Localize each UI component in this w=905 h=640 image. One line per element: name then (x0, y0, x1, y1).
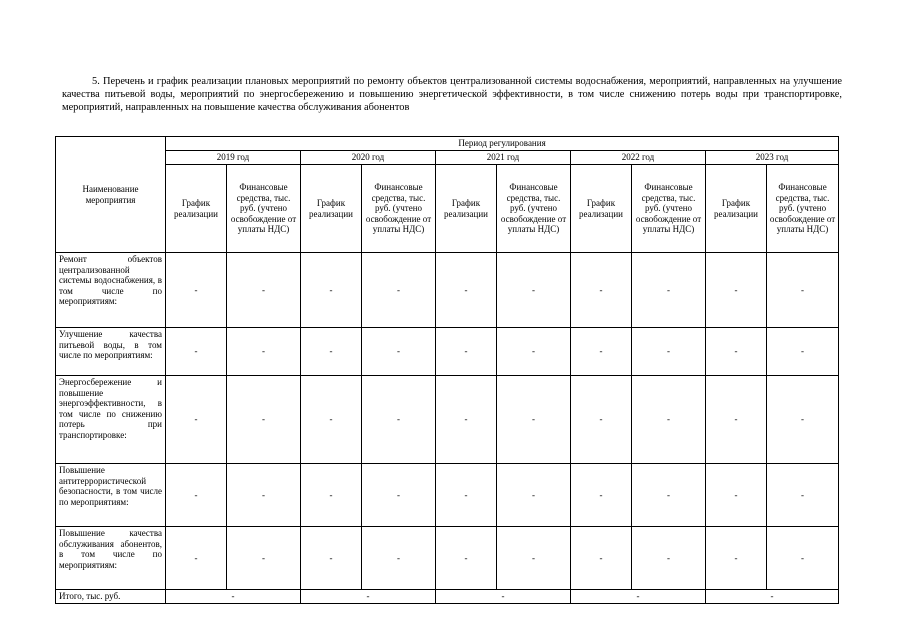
table-row (56, 527, 839, 590)
schedule-cell: - (571, 527, 632, 590)
schedule-cell: - (301, 376, 362, 464)
row-name: Энергосбережение и повышение энергоэффективности, в том числе по снижению потерь при транспортировке: (56, 376, 166, 464)
finance-header: Финансовые средства, тыс. руб. (учтено освобождение от уплаты НДС) (497, 165, 571, 253)
schedule-cell: - (301, 253, 362, 328)
header-row-period (56, 137, 839, 151)
finance-cell: - (632, 376, 706, 464)
total-value: - (436, 590, 571, 604)
section-heading: 5. Перечень и график реализации плановых мероприятий по ремонту объектов централизованной системы водоснабжения, мероприятий, направленных на улучшение качества питьевой воды, мероприятий по энергосбережению и повышению энергетической эффективности, в том числе снижению потерь воды при транспортировке, мероприятий, направленных на повышение качества обслуживания абонентов (62, 76, 842, 113)
finance-cell: - (497, 328, 571, 376)
name-header: Наименование мероприятия (56, 137, 166, 253)
year-header: 2022 год (571, 151, 706, 165)
schedule-cell: - (166, 328, 227, 376)
schedule-cell: - (571, 328, 632, 376)
schedule-cell: - (571, 376, 632, 464)
year-header: 2023 год (706, 151, 839, 165)
finance-cell: - (767, 328, 839, 376)
schedule-cell: - (166, 376, 227, 464)
finance-cell: - (497, 376, 571, 464)
schedule-cell: - (706, 376, 767, 464)
schedule-cell: - (166, 464, 227, 527)
finance-cell: - (632, 253, 706, 328)
schedule-cell: - (706, 464, 767, 527)
schedule-cell: - (166, 253, 227, 328)
schedule-cell: - (301, 527, 362, 590)
header-row-years (56, 151, 839, 165)
finance-cell: - (362, 376, 436, 464)
finance-cell: - (362, 527, 436, 590)
finance-header: Финансовые средства, тыс. руб. (учтено освобождение от уплаты НДС) (632, 165, 706, 253)
schedule-cell: - (436, 328, 497, 376)
schedule-cell: - (706, 527, 767, 590)
schedule-cell: - (706, 253, 767, 328)
schedule-header: График реализации (166, 165, 227, 253)
finance-cell: - (632, 527, 706, 590)
finance-header: Финансовые средства, тыс. руб. (учтено освобождение от уплаты НДС) (227, 165, 301, 253)
table-row (56, 376, 839, 464)
row-name: Улучшение качества питьевой воды, в том числе по мероприятиям: (56, 328, 166, 376)
schedule-cell: - (436, 376, 497, 464)
finance-cell: - (767, 527, 839, 590)
row-name: Повышение качества обслуживания абонентов, в том числе по мероприятиям: (56, 527, 166, 590)
schedule-cell: - (436, 253, 497, 328)
year-header: 2019 год (166, 151, 301, 165)
finance-cell: - (632, 464, 706, 527)
schedule-cell: - (571, 464, 632, 527)
finance-cell: - (362, 253, 436, 328)
total-row (56, 590, 839, 604)
finance-cell: - (632, 328, 706, 376)
finance-cell: - (497, 464, 571, 527)
finance-cell: - (497, 253, 571, 328)
schedule-cell: - (166, 527, 227, 590)
finance-cell: - (362, 464, 436, 527)
plan-table (55, 136, 839, 604)
table-row (56, 253, 839, 328)
total-value: - (706, 590, 839, 604)
header-row-columns (56, 165, 839, 253)
schedule-cell: - (706, 328, 767, 376)
year-header: 2020 год (301, 151, 436, 165)
schedule-cell: - (436, 527, 497, 590)
schedule-header: График реализации (301, 165, 362, 253)
total-value: - (301, 590, 436, 604)
schedule-header: График реализации (571, 165, 632, 253)
row-name: Ремонт объектов централизованной системы водоснабжения, в том числе по мероприятиям: (56, 253, 166, 328)
finance-cell: - (227, 328, 301, 376)
finance-cell: - (227, 464, 301, 527)
schedule-cell: - (301, 464, 362, 527)
finance-cell: - (767, 464, 839, 527)
total-label: Итого, тыс. руб. (56, 590, 166, 604)
finance-cell: - (227, 253, 301, 328)
finance-cell: - (767, 253, 839, 328)
row-name: Повышение антитеррористической безопасности, в том числе по мероприятиям: (56, 464, 166, 527)
period-header: Период регулирования (166, 137, 839, 151)
finance-cell: - (497, 527, 571, 590)
finance-cell: - (227, 527, 301, 590)
schedule-header: График реализации (436, 165, 497, 253)
finance-header: Финансовые средства, тыс. руб. (учтено освобождение от уплаты НДС) (767, 165, 839, 253)
finance-cell: - (227, 376, 301, 464)
year-header: 2021 год (436, 151, 571, 165)
schedule-header: График реализации (706, 165, 767, 253)
total-value: - (166, 590, 301, 604)
total-value: - (571, 590, 706, 604)
table-row (56, 328, 839, 376)
table-row (56, 464, 839, 527)
finance-header: Финансовые средства, тыс. руб. (учтено освобождение от уплаты НДС) (362, 165, 436, 253)
schedule-cell: - (571, 253, 632, 328)
schedule-cell: - (301, 328, 362, 376)
finance-cell: - (767, 376, 839, 464)
schedule-cell: - (436, 464, 497, 527)
finance-cell: - (362, 328, 436, 376)
